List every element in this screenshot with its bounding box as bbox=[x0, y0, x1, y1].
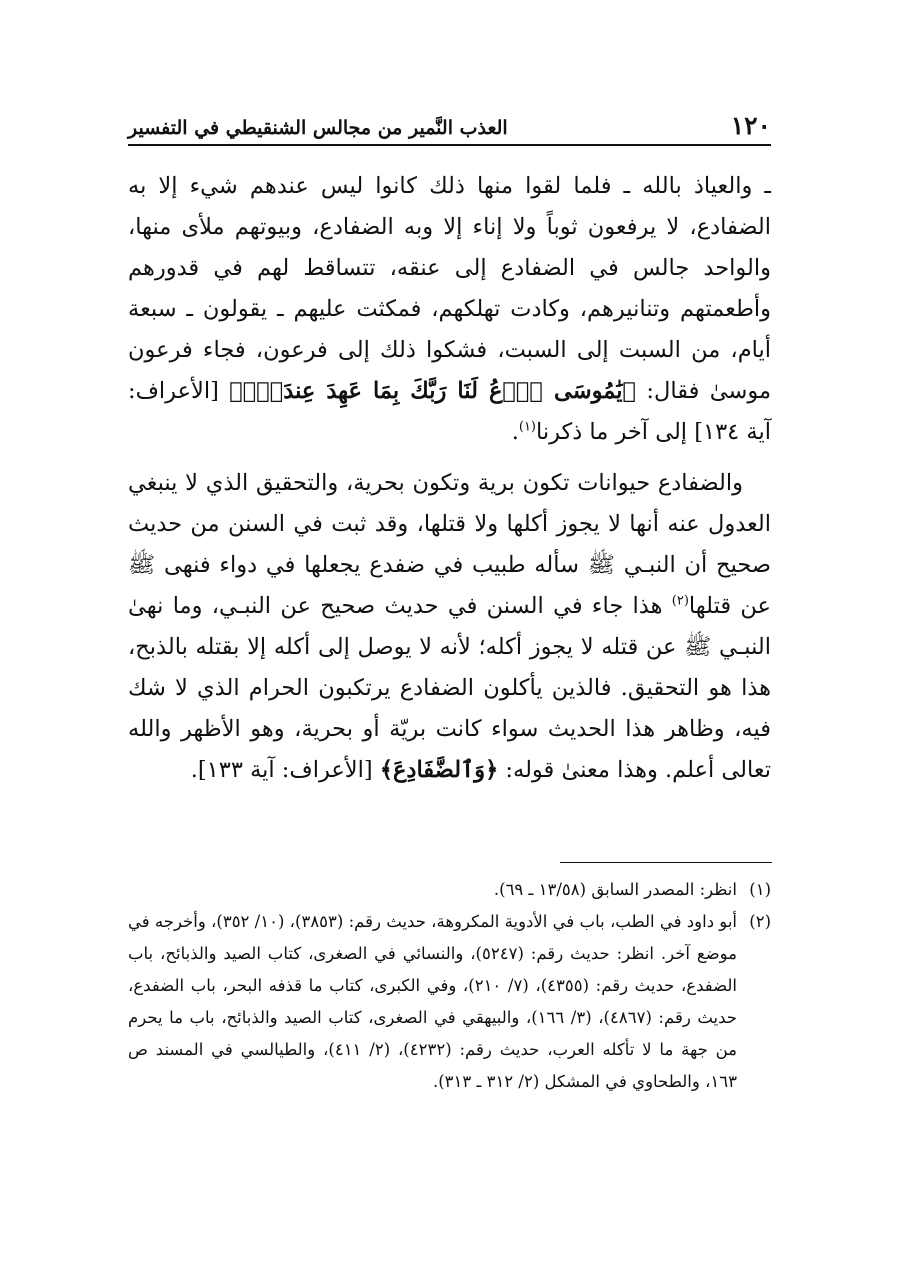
footnote-number: (٢) bbox=[749, 912, 771, 931]
quran-verse-2: ﴿وَٱلضَّفَادِعَ﴾ bbox=[379, 757, 499, 783]
paragraph-2-text-b: هذا جاء في السنن في حديث صحيح عن النبـي، وما نهىٰ النبـي ﷺ عن قتله لا يجوز أكله؛ لأنه لا يوصل إلى أكله إلا بقتله بالذبح، هذا هو التحقيق. فالذين يأكلون الضفادع يرتكبون الحرام الذي لا شك فيه، وظاهر هذا الحديث سواء كانت بريّة أو بحرية، وهو الأظهر والله تعالى أعلم. وهذا معنىٰ قوله: bbox=[128, 593, 771, 783]
footnote-number: (١) bbox=[749, 880, 771, 899]
paragraph-1-text-c: . bbox=[511, 419, 519, 445]
paragraph-1-text-b: [الأعراف: آية ١٣٤] إلى آخر ما ذكرنا bbox=[128, 378, 771, 445]
page-header bbox=[128, 104, 771, 146]
footnote-ref-1: (١) bbox=[518, 419, 536, 435]
book-title: العذب النَّمير من مجالس الشنقيطي في التفسير bbox=[128, 117, 508, 139]
quran-verse-1: ﴿يَٰمُوسَى ٱدۡعُ لَنَا رَبَّكَ بِمَا عَهِدَ عِندَكَۖ﴾ bbox=[229, 378, 637, 404]
page-number: ١٢٠ bbox=[730, 111, 771, 140]
paragraph-1-text-a: ـ والعياذ بالله ـ فلما لقوا منها ذلك كانوا ليس عندهم شيء إلا به الضفادع، لا يرفعون ثوباً ولا إناء إلا وبه الضفادع، وبيوتهم ملأى منها، والواحد جالس في الضفادع إلى عنقه، تتساقط لهم في قدورهم وأطعمتهم وتنانيرهم، وكادت تهلكهم، فمكثت عليهم ـ يقولون ـ سبعة أيام، من السبت إلى السبت، فشكوا ذلك إلى فرعون، فجاء فرعون موسىٰ فقال: bbox=[128, 173, 772, 404]
footnote-divider bbox=[560, 862, 772, 863]
footnote-text: أبو داود في الطب، باب في الأدوية المكروهة، حديث رقم: (٣٨٥٣)، (١٠/ ٣٥٢)، وأخرجه في موضع آخر. انظر: حديث رقم: (٥٢٤٧)، والنسائي في الصغرى، كتاب الصيد والذبائح، باب الضفدع، حديث رقم: (٤٣٥٥)، (٧/ ٢١٠)، وفي الكبرى، كتاب ما قذفه البحر، باب الضفدع، حديث رقم: (٤٨٦٧)، (٣/ ١٦٦)، والبيهقي في الصغرى، كتاب الصيد والذبائح، باب ما يحرم من جهة ما لا تأكله العرب، حديث رقم: (٤٢٣٢)، (٢/ ٤١١)، والطيالسي في المسند ص ١٦٣، والطحاوي في المشكل (٢/ ٣١٢ ـ ٣١٣). bbox=[128, 912, 738, 1091]
main-text bbox=[128, 166, 771, 791]
footnote-2 bbox=[128, 906, 771, 1098]
footnote-1 bbox=[128, 874, 771, 906]
footnote-ref-2: (٢) bbox=[671, 593, 689, 609]
footnotes bbox=[128, 874, 771, 1098]
paragraph-2-text-c: [الأعراف: آية ١٣٣]. bbox=[190, 757, 380, 783]
footnote-text: انظر: المصدر السابق (١٣/٥٨ ـ ٦٩). bbox=[493, 880, 737, 899]
paragraph-1 bbox=[128, 166, 771, 453]
paragraph-2-text-a: والضفادع حيوانات تكون برية وتكون بحرية، والتحقيق الذي لا ينبغي العدول عنه أنها لا يجوز أكلها ولا قتلها، وقد ثبت في السنن من حديث صحيح أن النبـي ﷺ سأله طبيب في ضفدع يجعلها في دواء فنهى ﷺ عن قتلها bbox=[128, 470, 771, 619]
paragraph-2 bbox=[128, 463, 771, 791]
